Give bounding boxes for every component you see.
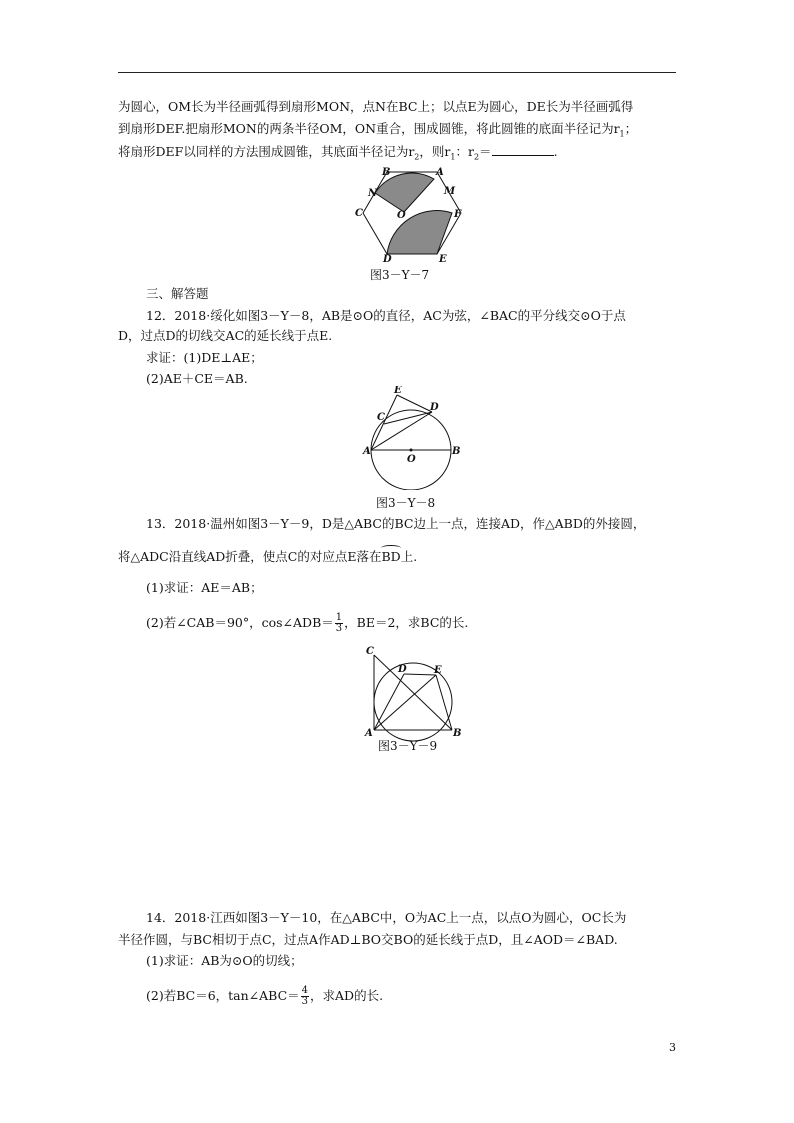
q13-line-2-a: 将△ADC沿直线AD折叠，使点C的对应点E落在 xyxy=(118,549,382,564)
line-de xyxy=(404,674,436,675)
q13-line-4-a: (2)若∠CAB＝90°，cos∠ADB＝ xyxy=(146,615,334,630)
line-ad xyxy=(374,674,404,730)
figure-3-y-7 xyxy=(355,163,475,263)
q13-line-2 xyxy=(118,549,417,565)
label-n: N xyxy=(368,188,378,199)
q14-line-3: (1)求证：AB为⊙O的切线； xyxy=(146,953,303,968)
arc-mark xyxy=(381,545,400,551)
q11-sub-3: 1 xyxy=(450,152,456,162)
fraction-num: 1 xyxy=(335,612,343,623)
q11-line-3 xyxy=(118,143,558,166)
q11-line-2-text: 到扇形DEF.把扇形MON的两条半径OM，ON重合，围成圆锥，将此圆锥的底面半径记为r xyxy=(118,121,620,136)
label-o: O xyxy=(397,210,406,221)
label-d: D xyxy=(398,664,407,675)
q11-line-3-c: ：r xyxy=(455,144,474,159)
sector-mon xyxy=(375,173,434,212)
tangent-ed xyxy=(397,395,432,412)
label-f: F xyxy=(454,209,462,220)
label-d: D xyxy=(430,402,439,413)
arc-bd xyxy=(381,549,400,565)
q12-line-3: 求证：(1)DE⊥AE； xyxy=(146,350,263,365)
q13-line-1: 13．2018·温州如图3－Y－9，D是△ABC的BC边上一点，连接AD，作△ABD的外接圆， xyxy=(146,516,646,531)
q11-line-3-end: . xyxy=(553,144,558,159)
arc-bd-text: BD xyxy=(381,549,401,564)
q13-line-2-b: 上. xyxy=(400,549,418,564)
answer-blank[interactable] xyxy=(492,143,554,156)
q12-line-2: D，过点D的切线交AC的延长线于点E. xyxy=(118,328,333,343)
figure-caption-7: 图3－Y－7 xyxy=(370,268,430,282)
label-b: B xyxy=(453,728,462,739)
q11-line-2-end: ； xyxy=(624,121,638,136)
label-b: B xyxy=(452,446,461,457)
label-a: A xyxy=(436,167,444,178)
q11-line-3-b: ，则r xyxy=(419,144,451,159)
line-ae xyxy=(374,675,436,730)
center-dot xyxy=(410,449,413,452)
fraction-four-thirds xyxy=(301,986,309,1007)
q11-sub-4: 2 xyxy=(473,152,480,162)
q11-line-1: 为圆心，OM长为半径画弧得到扇形MON，点N在BC上；以点E为圆心，DE长为半径画弧得 xyxy=(118,99,634,114)
figure-caption-9: 图3－Y－9 xyxy=(378,739,438,753)
figure-3-y-8 xyxy=(362,386,466,490)
label-c: C xyxy=(355,208,363,219)
section-title: 三、解答题 xyxy=(146,286,209,301)
label-e: E xyxy=(394,386,402,396)
label-e: E xyxy=(439,254,447,263)
fraction-one-third xyxy=(335,613,343,634)
q11-line-2 xyxy=(118,121,637,143)
label-c: C xyxy=(377,412,385,423)
q14-line-1: 14．2018·江西如图3－Y－10，在△ABC中，O为AC上一点，以点O为圆心，OC长为 xyxy=(146,910,627,925)
label-d: D xyxy=(383,254,392,263)
label-a: A xyxy=(363,446,371,457)
q13-line-4-b: ，BE＝2，求BC的长. xyxy=(344,615,469,630)
label-e: E xyxy=(434,665,442,676)
label-c: C xyxy=(366,646,374,657)
fraction-den: 3 xyxy=(301,996,309,1007)
q14-line-4 xyxy=(146,986,383,1007)
fraction-den: 3 xyxy=(335,623,343,634)
q11-line-3-d: ＝ xyxy=(479,144,492,159)
q14-line-4-a: (2)若BC＝6，tan∠ABC＝ xyxy=(146,988,300,1003)
q12-line-4: (2)AE＋CE＝AB. xyxy=(146,371,248,386)
fraction-num: 4 xyxy=(301,985,309,996)
figure-3-y-9 xyxy=(360,644,468,744)
q11-sub-2: 2 xyxy=(414,152,420,162)
q12-line-1: 12．2018·绥化如图3－Y－8，AB是⊙O的直径，AC为弦，∠BAC的平分线交⊙O于点 xyxy=(146,308,626,323)
label-m: M xyxy=(444,186,456,197)
label-b: B xyxy=(382,167,391,178)
q13-line-3: (1)求证：AE＝AB； xyxy=(146,580,263,595)
q11-line-3-a: 将扇形DEF以同样的方法围成圆锥，其底面半径记为r xyxy=(118,144,415,159)
line-cd xyxy=(384,412,432,424)
q13-line-4 xyxy=(146,613,468,634)
q14-line-4-b: ，求AD的长. xyxy=(310,988,384,1003)
label-a: A xyxy=(365,728,373,739)
figure-caption-8: 图3－Y－8 xyxy=(376,496,436,510)
q11-sub-1: 1 xyxy=(619,129,625,139)
page-number: 3 xyxy=(669,1041,676,1054)
q14-line-2: 半径作圆，与BC相切于点C，过点A作AD⊥BO交BO的延长线于点D，且∠AOD＝∠BAD. xyxy=(118,932,618,947)
label-o: O xyxy=(407,454,416,465)
header-rule xyxy=(118,72,676,73)
